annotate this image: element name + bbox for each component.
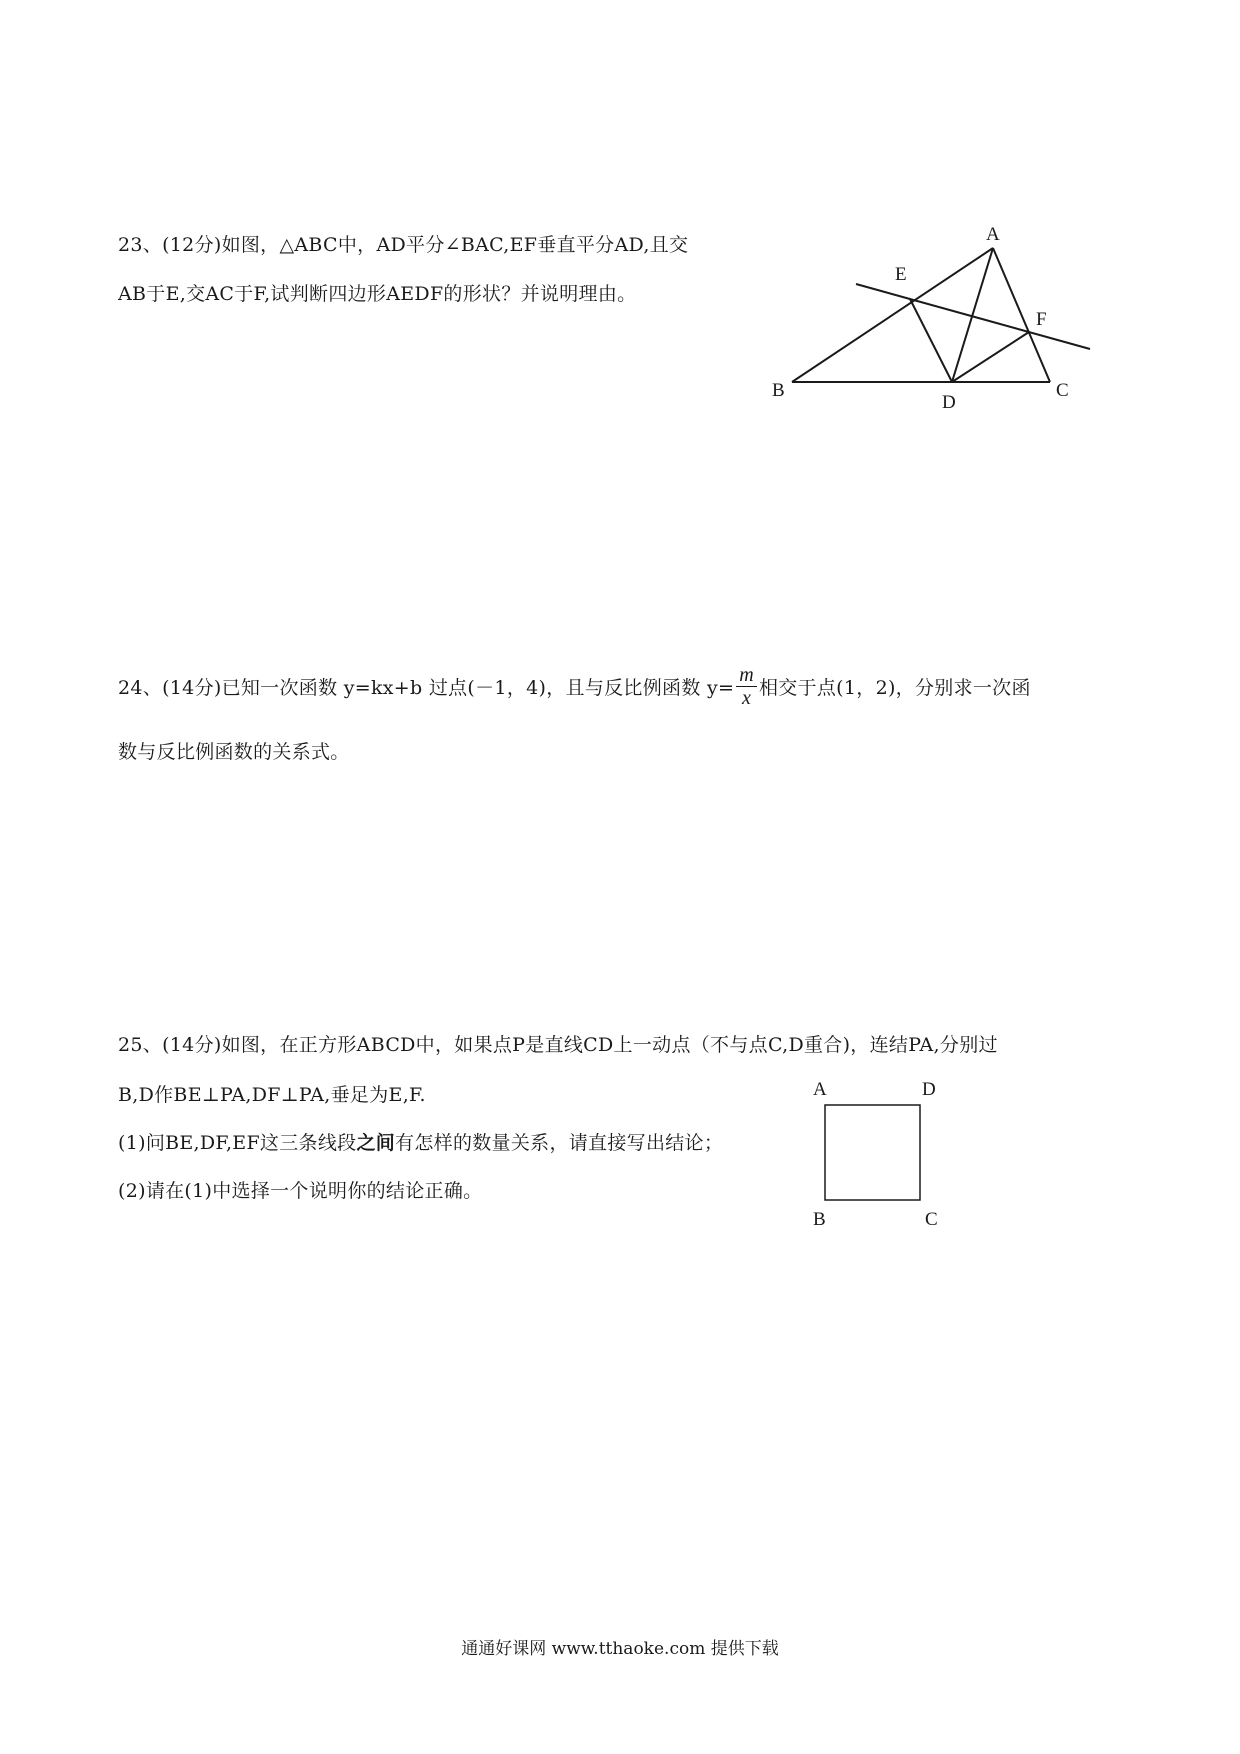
q25-line-3-after: 有怎样的数量关系，请直接写出结论； xyxy=(395,1132,724,1154)
page-footer: 通通好课网 www.tthaoke.com 提供下载 xyxy=(461,1639,779,1659)
q25-line-3-before: (1)问BE,DF,EF这三条线段 xyxy=(118,1132,357,1154)
label-C: C xyxy=(1056,380,1069,401)
label-A: A xyxy=(986,224,1000,245)
q24-line-2: 数与反比例函数的关系式。 xyxy=(118,741,350,763)
q23-line-2: AB于E,交AC于F,试判断四边形AEDF的形状？并说明理由。 xyxy=(118,283,637,305)
q25-emphasis: 之间 xyxy=(356,1132,396,1154)
label-B: B xyxy=(813,1209,826,1230)
q25-line-2: B,D作BE⊥PA,DF⊥PA,垂足为E,F. xyxy=(118,1084,426,1106)
q23-triangle-figure xyxy=(760,222,1100,422)
q24-fraction xyxy=(736,664,757,709)
label-C: C xyxy=(925,1209,938,1230)
q25-line-1: 25、(14分)如图，在正方形ABCD中，如果点P是直线CD上一动点（不与点C,D重合)，连结PA,分别过 xyxy=(118,1034,998,1056)
q25-line-3 xyxy=(118,1128,723,1155)
label-D: D xyxy=(942,392,956,413)
fraction-denominator: x xyxy=(742,687,752,709)
q25-square-figure xyxy=(805,1075,965,1235)
label-F: F xyxy=(1036,309,1047,330)
q23-line-1: 23、(12分)如图，△ABC中，AD平分∠BAC,EF垂直平分AD,且交 xyxy=(118,234,689,256)
label-E: E xyxy=(895,264,907,285)
label-D: D xyxy=(922,1079,936,1100)
label-B: B xyxy=(772,380,785,401)
fraction-numerator: m xyxy=(736,664,757,687)
q24-line-1 xyxy=(118,664,1031,709)
q25-line-4: (2)请在(1)中选择一个说明你的结论正确。 xyxy=(118,1180,483,1202)
q24-text-before: 24、(14分)已知一次函数 y=kx+b 过点(－1，4)，且与反比例函数 y= xyxy=(118,677,735,699)
q24-text-after: 相交于点(1，2)，分别求一次函 xyxy=(758,677,1031,699)
label-A: A xyxy=(813,1079,827,1100)
